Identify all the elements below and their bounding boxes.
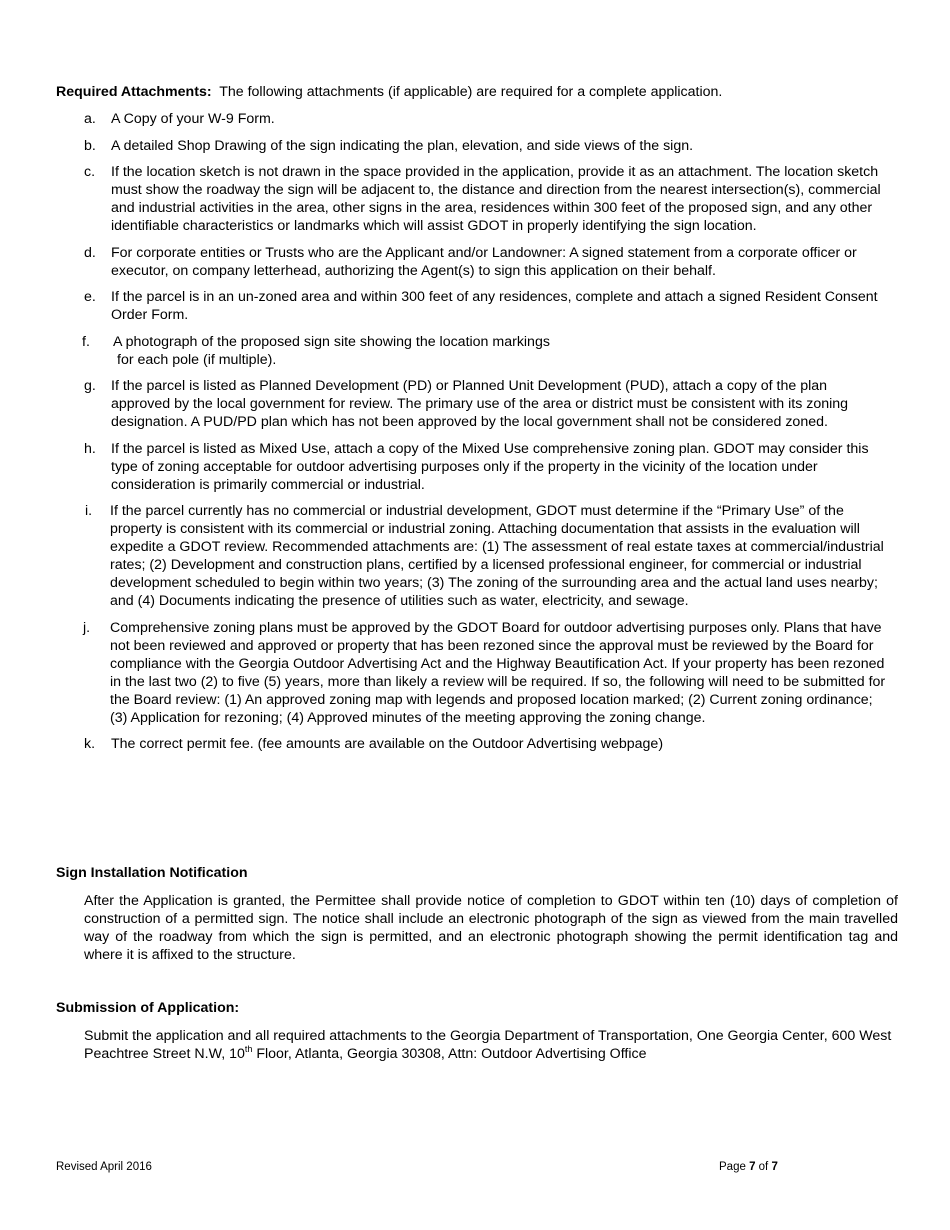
attachment-item-c xyxy=(0,163,886,235)
item-text: For corporate entities or Trusts who are the Applicant and/or Landowner: A signed statement from a corporate officer or executor, on company letterhead, authorizing the Agent(s) to sign this application on their behalf. xyxy=(111,244,857,279)
attachment-item-i xyxy=(0,502,886,610)
item-text: If the parcel is listed as Mixed Use, attach a copy of the Mixed Use comprehensive zoning plan. GDOT may consider this type of zoning acceptable for outdoor advertising purposes only if the property in the vicinity of the location under consideration is primarily commercial or industrial. xyxy=(111,440,869,493)
attachment-item-f xyxy=(0,333,886,369)
required-attachments-label: Required Attachments: xyxy=(56,84,212,100)
item-text: If the parcel is in an un-zoned area and within 300 feet of any residences, complete and attach a signed Resident Consent Order Form. xyxy=(111,289,878,323)
attachment-item-h xyxy=(0,440,886,494)
sign-installation-heading: Sign Installation Notification xyxy=(56,865,248,881)
attachment-item-j xyxy=(0,619,886,727)
item-letter: a. xyxy=(84,111,96,127)
item-letter: h. xyxy=(84,440,96,457)
item-text: If the parcel currently has no commercial or industrial development, GDOT must determine if the “Primary Use” of the property is consistent with its commercial or industrial zoning. Attaching documentation that assists in the evaluation will expedite a GDOT review. Recommended attachments are: (1) The assessment of real estate taxes at commercial/industrial rates; (2) Development and construction plans, certified by a licensed professional engineer, for commercial or industrial development scheduled to begin within two years; (3) The zoning of the surrounding area and the actual land uses nearby; and (4) Documents indicating the presence of utilities such as water, electricity, and sewage. xyxy=(110,503,884,609)
submission-superscript: th xyxy=(244,1044,253,1054)
sign-installation-body: After the Application is granted, the Permittee shall provide notice of completion to GDOT within ten (10) days of completion of construction of a permitted sign. The notice shall include an electronic photograph of the sign as viewed from the main travelled way of the roadway from which the sign is permitted, and an electronic photograph showing the permit identification tag and where it is affixed to the structure. xyxy=(84,893,898,963)
footer-page-number xyxy=(719,1158,778,1176)
attachment-item-e xyxy=(0,288,886,324)
attachment-item-k xyxy=(0,735,886,753)
item-text-line-2: for each pole (if multiple). xyxy=(117,351,277,368)
item-letter: b. xyxy=(84,137,96,154)
item-letter: k. xyxy=(84,736,96,752)
item-letter: f. xyxy=(82,333,90,350)
page-of: of xyxy=(755,1161,772,1173)
submission-heading: Submission of Application: xyxy=(56,1000,240,1016)
attachment-item-g xyxy=(0,377,886,431)
item-text: A Copy of your W-9 Form. xyxy=(111,111,275,127)
item-letter: j. xyxy=(83,619,91,636)
required-attachments-intro xyxy=(56,83,916,101)
item-letter: e. xyxy=(84,289,96,305)
attachment-item-d xyxy=(0,244,886,280)
item-letter: d. xyxy=(84,244,96,261)
item-text: If the parcel is listed as Planned Development (PD) or Planned Unit Development (PUD), attach a copy of the plan approved by the local government for review. The primary use of the area or district must be consistent with its zoning designation. A PUD/PD plan which has not been approved by the local government shall not be considered zoned. xyxy=(111,378,849,430)
item-text: If the location sketch is not drawn in the space provided in the application, provide it as an attachment. The location sketch must show the roadway the sign will be adjacent to, the distance and direction from the nearest intersection(s), commercial and industrial activities in the area, other signs in the area, residences within 300 feet of the proposed sign, and any other identifiable characteristics or landmarks which will assist GDOT in properly identifying the sign location. xyxy=(111,164,881,234)
item-text: Comprehensive zoning plans must be approved by the GDOT Board for outdoor advertising purposes only. Plans that have not been reviewed and approved or property that has been rezoned since the approval must be reviewed by the Board for compliance with the Georgia Outdoor Advertising Act and the Highway Beautification Act. If your property has been rezoned in the last two (2) to five (5) years, more than likely a review will be required. If so, the following will need to be submitted for the Board review: (1) An approved zoning map with legends and proposed location marked; (2) Current zoning ordinance; (3) Application for rezoning; (4) Approved minutes of the meeting approving the zoning change. xyxy=(110,619,886,726)
item-letter: i. xyxy=(85,503,93,519)
attachment-item-b xyxy=(0,137,886,155)
item-text xyxy=(111,333,886,369)
attachment-item-a xyxy=(0,110,886,128)
submission-body xyxy=(84,1027,898,1063)
attachments-list xyxy=(0,110,950,762)
page-total: 7 xyxy=(771,1161,778,1173)
submission-body-part-1: Submit the application and all required attachments to the Georgia Department of Transportation, One Georgia Center, 600 West Peachtree Street N.W, 10 xyxy=(84,1028,892,1062)
required-attachments-intro-text: The following attachments (if applicable) are required for a complete application. xyxy=(219,84,723,100)
footer-revised-date: Revised April 2016 xyxy=(56,1161,152,1173)
page-current: 7 xyxy=(749,1161,756,1173)
item-text: The correct permit fee. (fee amounts are available on the Outdoor Advertising webpage) xyxy=(111,736,664,752)
item-text: A detailed Shop Drawing of the sign indicating the plan, elevation, and side views of the sign. xyxy=(111,137,694,154)
item-letter: c. xyxy=(84,164,96,180)
page-word: Page xyxy=(719,1161,750,1173)
item-letter: g. xyxy=(84,378,96,394)
submission-body-part-2: Floor, Atlanta, Georgia 30308, Attn: Outdoor Advertising Office xyxy=(252,1046,647,1062)
item-text-line-1: A photograph of the proposed sign site showing the location markings xyxy=(113,333,550,350)
